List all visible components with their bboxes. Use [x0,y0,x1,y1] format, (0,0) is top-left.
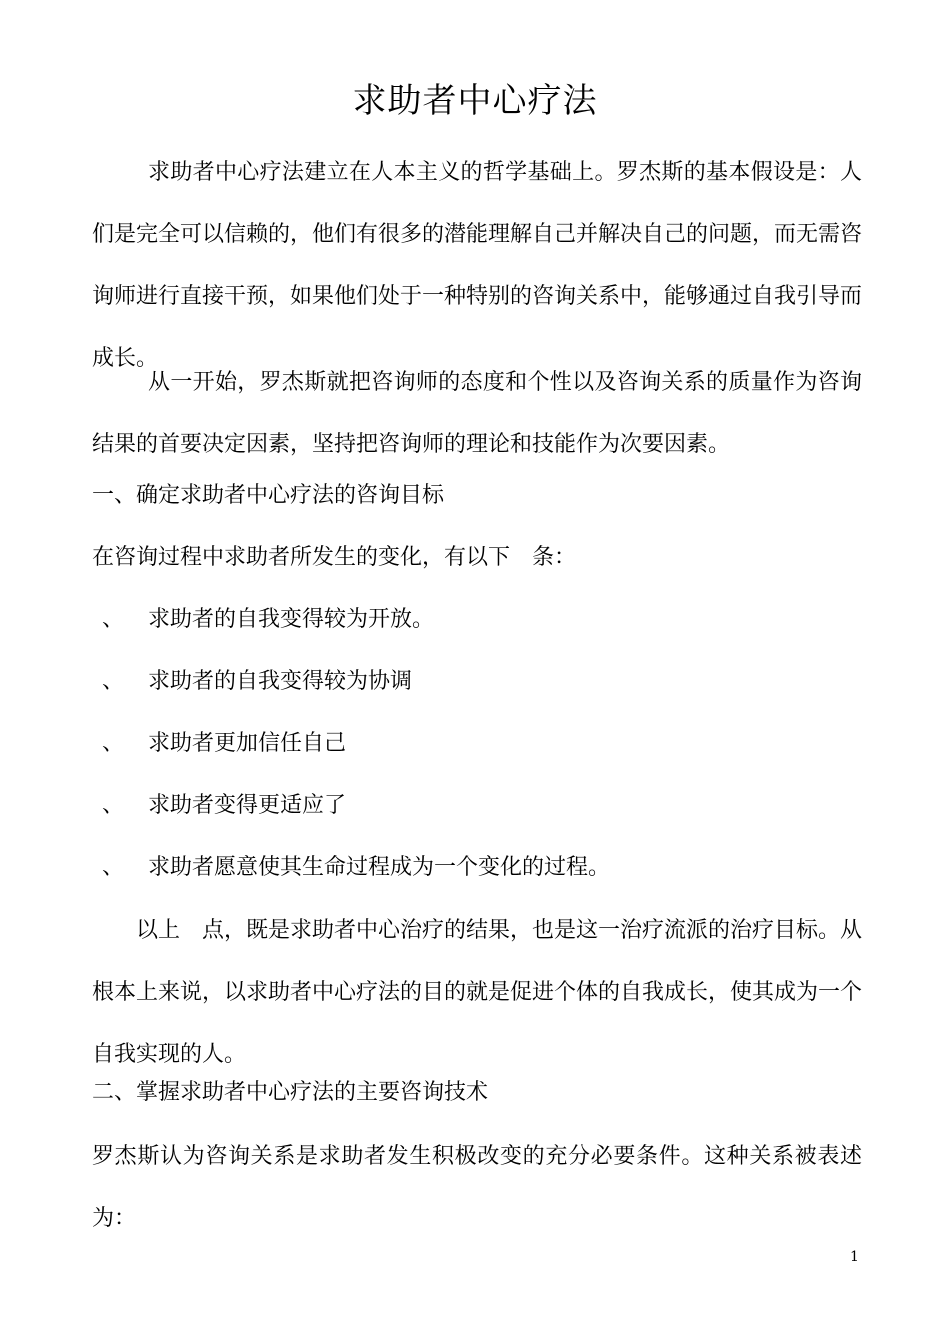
list-mark: 、 [102,793,125,818]
page-title: 求助者中心疗法 [352,81,598,121]
list-item-text: 求助者的自我变得较为协调 [148,669,413,694]
intro-paragraph: 求助者中心疗法建立在人本主义的哲学基础上。罗杰斯的基本假设是：人们是完全可以信赖的，他们有很多的潜能理解自己并解决自己的问题，而无需咨询师进行直接干预，如果他们处于一种特别的咨询关系中，能够通过自我引导而成长。 [92,160,863,371]
list-mark: 、 [102,731,125,756]
list-item-text: 求助者更加信任自己 [148,731,347,756]
list-mark: 、 [102,855,125,880]
list-item-text: 求助者变得更适应了 [148,793,347,818]
list-item [92,775,862,837]
relationship-paragraph: 罗杰斯认为咨询关系是求助者发生积极改变的充分必要条件。这种关系被表述为： [92,1144,862,1231]
summary-paragraph: 以上 点，既是求助者中心治疗的结果，也是这一治疗流派的治疗目标。从根本上来说，以求助者中心疗法的目的就是促进个体的自我成长，使其成为一个自我实现的人。 [92,918,863,1067]
list-item [92,651,862,713]
section-heading-techniques: 二、掌握求助者中心疗法的主要咨询技术 [92,1080,489,1105]
list-item-text: 求助者的自我变得较为开放。 [148,607,435,632]
changes-intro: 在咨询过程中求助者所发生的变化，有以下 条： [92,545,577,570]
list-mark: 、 [102,607,125,632]
page-number: 1 [850,1249,859,1265]
list-item-text: 求助者愿意使其生命过程成为一个变化的过程。 [148,855,611,880]
list-item [92,589,862,651]
list-mark: 、 [102,669,125,694]
list-item [92,713,862,775]
section-heading-goals: 一、确定求助者中心疗法的咨询目标 [92,483,445,508]
list-item [92,837,862,899]
rogers-paragraph: 从一开始，罗杰斯就把咨询师的态度和个性以及咨询关系的质量作为咨询结果的首要决定因素，坚持把咨询师的理论和技能作为次要因素。 [92,370,862,457]
